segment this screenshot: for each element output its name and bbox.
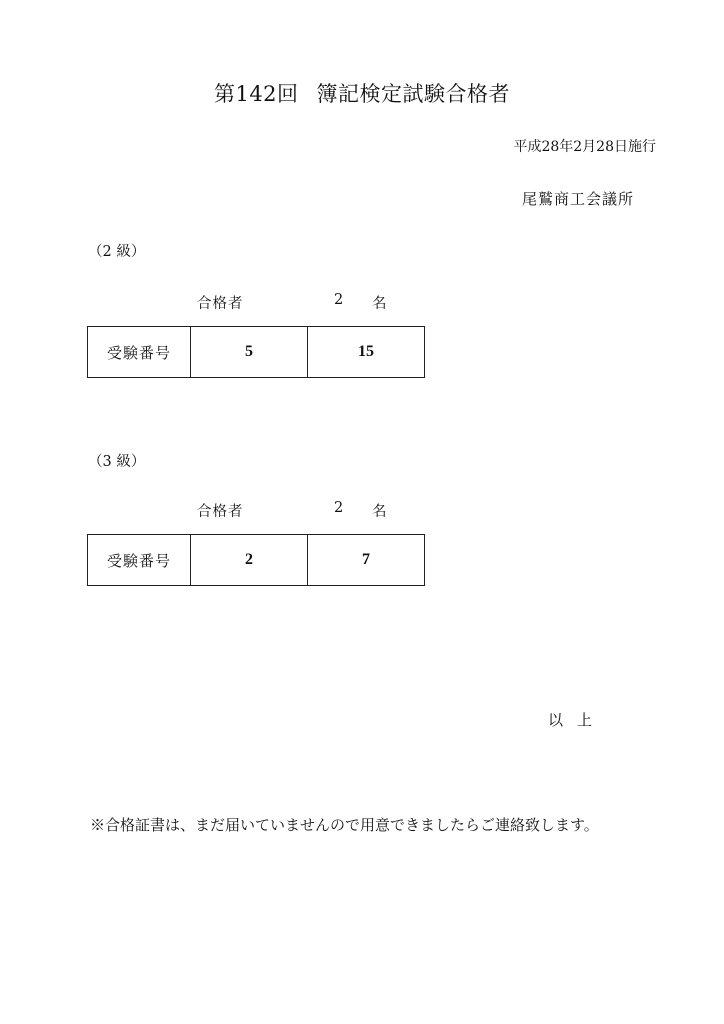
closing-char-2: 上 [577,711,593,729]
closing-mark [548,709,592,730]
grade-3-number-table [87,534,425,586]
grade-2-number-table [87,326,425,378]
exam-number-cell: 2 [191,535,308,586]
organization-name: 尾鷲商工会議所 [521,190,634,208]
title-round: 第142回 [213,82,299,106]
page-title [0,78,724,108]
table-row [88,327,425,378]
grade-2-passers-unit: 名 [372,296,387,312]
grade-3-label: （3 級） [88,454,146,470]
closing-char-1: 以 [548,711,564,729]
table-header-cell: 受験番号 [88,535,191,586]
grade-3-passers-count: 2 [334,500,344,516]
table-header-cell: 受験番号 [88,327,191,378]
title-main: 簿記検定試験合格者 [316,82,511,106]
grade-2-passers-count: 2 [334,292,344,308]
grade-3-passers-unit: 名 [372,504,387,520]
exam-date: 平成28年2月28日施行 [513,139,656,155]
grade-3-passers-label: 合格者 [197,504,244,520]
table-row [88,535,425,586]
exam-number-cell: 15 [308,327,425,378]
footnote: ※合格証書は、まだ届いていませんので用意できましたらご連絡致します。 [90,816,599,834]
grade-2-passers-label: 合格者 [197,296,244,312]
exam-number-cell: 5 [191,327,308,378]
grade-2-label: （2 級） [88,244,146,260]
exam-number-cell: 7 [308,535,425,586]
